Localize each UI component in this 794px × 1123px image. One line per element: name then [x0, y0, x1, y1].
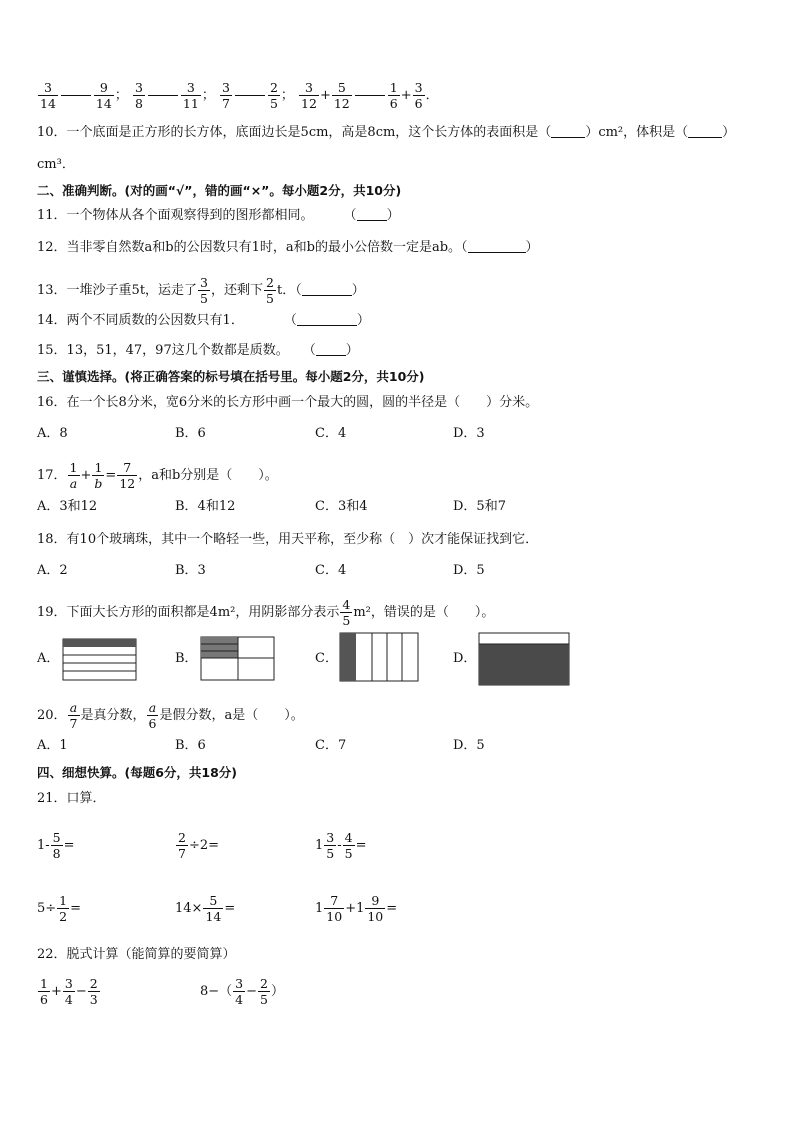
section-2-heading: 二、准确判断。(对的画“√”，错的画“×”。每小题2分，共10分)	[37, 183, 402, 198]
section-4-heading: 四、细想快算。(每题6分，共18分)	[37, 765, 238, 780]
q10-line2: cm³．	[37, 157, 75, 172]
q20-option-c[interactable]: C．7	[315, 738, 347, 753]
q13-answer-blank[interactable]	[302, 282, 352, 296]
q11-answer-blank[interactable]	[357, 207, 387, 221]
q12: 12．当非零自然数a和b的公因数只有1时，a和b的最小公倍数一定是ab。（ ）	[37, 240, 539, 255]
q17-option-b[interactable]: B．4和12	[175, 499, 236, 514]
q19-figure-a	[62, 638, 138, 682]
q19-option-c[interactable]: C．	[315, 651, 338, 666]
q17-option-c[interactable]: C．3和4	[315, 499, 368, 514]
q22-expr-2: 8−（ $\frac{3}{4}$ − $\frac{2}{5}$ ）	[200, 976, 284, 1007]
q20-option-a[interactable]: A．1	[37, 738, 68, 753]
q18-option-d[interactable]: D．5	[453, 563, 485, 578]
q19: 19．下面大长方形的面积都是4m²，用阴影部分表示 $\frac{4}{5}$ m²，错误的是（ ）。	[37, 597, 495, 628]
q10: 10．一个底面是正方形的长方体，底面边长是5cm，高是8cm，这个长方体的表面积是（ ）cm²，体积是（ ）	[37, 125, 736, 140]
q15: 15．13，51，47，97这几个数都是质数。 （ ）	[37, 343, 359, 358]
q12-answer-blank[interactable]	[468, 239, 526, 253]
q16-option-d[interactable]: D．3	[453, 426, 485, 441]
q19-figure-d	[478, 632, 572, 688]
section-3-heading: 三、谨慎选择。(将正确答案的标号填在括号里。每小题2分，共10分)	[37, 369, 425, 384]
q21-expr-4: 5÷ $\frac{1}{2}$ =	[37, 893, 82, 924]
q21-expr-2: $\frac{2}{7}$ ÷2=	[178, 830, 220, 861]
q22-title: 22．脱式计算（能简算的要简算）	[37, 947, 236, 962]
q19-option-a[interactable]: A．	[37, 651, 60, 666]
q14-answer-blank[interactable]	[297, 312, 357, 326]
q16-option-b[interactable]: B．6	[175, 426, 206, 441]
q17-option-a[interactable]: A．3和12	[37, 499, 98, 514]
q21-title: 21．口算．	[37, 791, 106, 806]
q21-expr-3: 1 $\frac{3}{5}$ - $\frac{4}{5}$ =	[315, 830, 367, 861]
q15-answer-blank[interactable]	[316, 342, 346, 356]
q19-option-d[interactable]: D．	[453, 651, 477, 666]
q20: 20． $\frac{a}{7}$ 是真分数， $\frac{a}{6}$ 是假分数，a是（ ）。	[37, 700, 304, 731]
q18: 18．有10个玻璃珠，其中一个略轻一些，用天平称，至少称（ ）次才能保证找到它．	[37, 532, 539, 547]
q20-option-d[interactable]: D．5	[453, 738, 485, 753]
q20-option-b[interactable]: B．6	[175, 738, 206, 753]
q16-option-a[interactable]: A．8	[37, 426, 68, 441]
q21-expr-6: 1 $\frac{7}{10}$ +1 $\frac{9}{10}$ =	[315, 893, 398, 924]
q14: 14．两个不同质数的公因数只有1． （ ）	[37, 313, 370, 328]
q19-figure-b	[200, 636, 276, 682]
q17: 17． $\frac{1}{a}$ + $\frac{1}{b}$ = $\frac{7}{12}$ ，a和b分别是（ ）。	[37, 460, 278, 491]
q9-compare-row: $\frac{3}{14}$ $\frac{9}{14}$ ； $\frac{3}{8}$ $\frac{3}{11}$ ； $\frac{3}{7}$ $\frac{2}{5}$ ； $\frac{3}{12}$ + $\frac{5}{12}$ $\frac{1}{6}$ + $\frac{3}{6}$ ．	[40, 80, 439, 111]
q19-option-b[interactable]: B．	[175, 651, 198, 666]
q16-option-c[interactable]: C．4	[315, 426, 347, 441]
q22-expr-1: $\frac{1}{6}$ + $\frac{3}{4}$ − $\frac{2}{3}$	[40, 976, 98, 1007]
q19-figure-c	[339, 632, 421, 684]
q21-expr-5: 14× $\frac{5}{14}$ =	[175, 893, 236, 924]
q18-option-b[interactable]: B．3	[175, 563, 206, 578]
q13: 13．一堆沙子重5t，运走了 $\frac{3}{5}$ ，还剩下 $\frac{2}{5}$ t．（ ）	[37, 275, 365, 306]
q18-option-c[interactable]: C．4	[315, 563, 347, 578]
q10-blank-volume[interactable]	[688, 124, 722, 138]
q18-option-a[interactable]: A．2	[37, 563, 68, 578]
q11: 11．一个物体从各个面观察得到的图形都相同。 （ ）	[37, 208, 400, 223]
q10-blank-area[interactable]	[551, 124, 585, 138]
q21-expr-1: 1- $\frac{5}{8}$ =	[37, 830, 75, 861]
q17-option-d[interactable]: D．5和7	[453, 499, 506, 514]
q16: 16．在一个长8分米，宽6分米的长方形中画一个最大的圆，圆的半径是（ ）分米。	[37, 395, 539, 410]
